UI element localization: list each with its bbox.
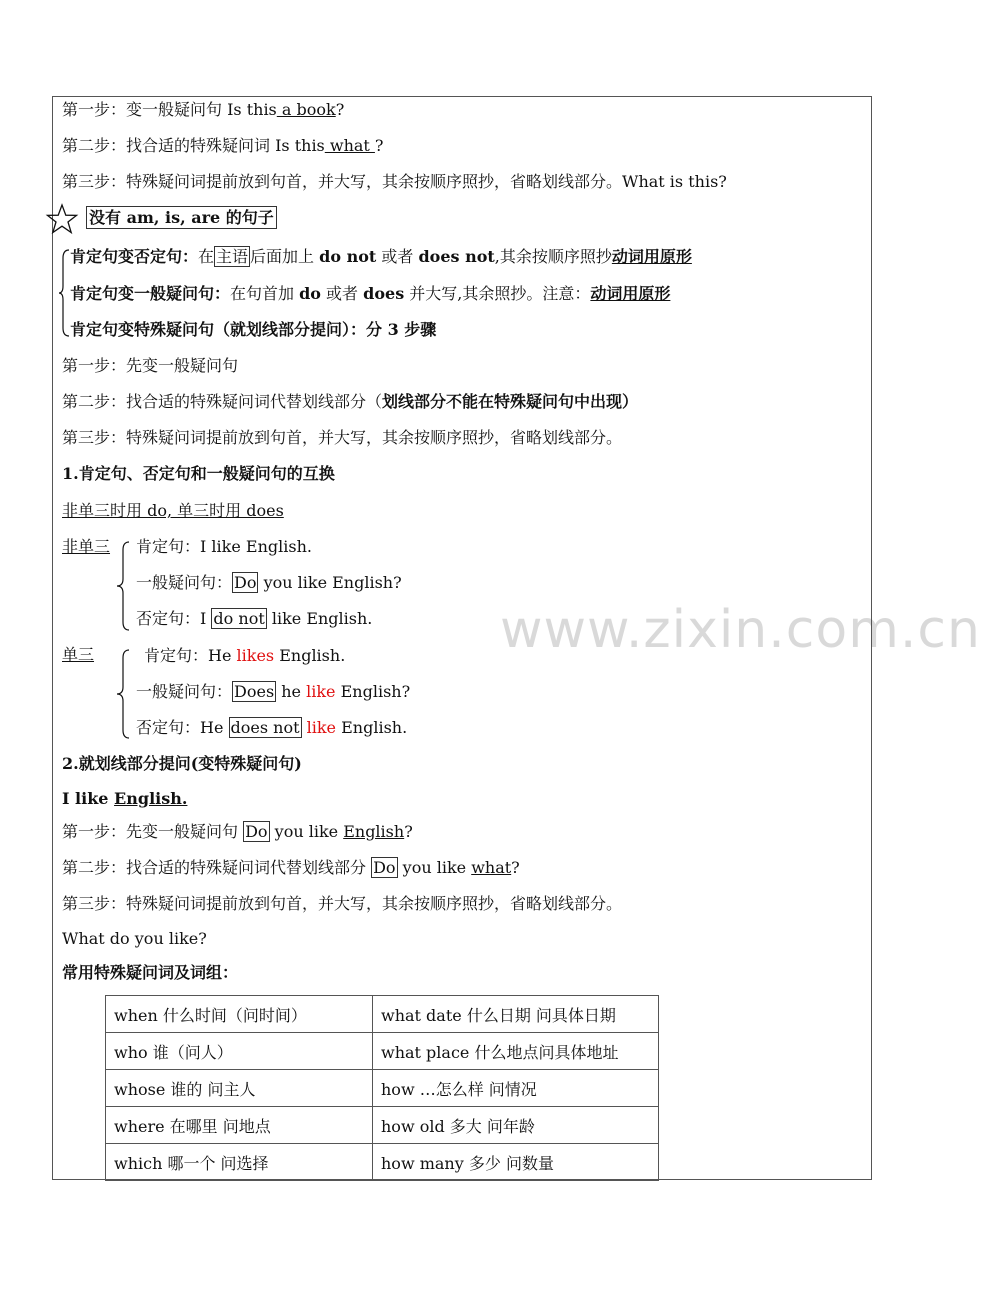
star-icon [46, 203, 78, 235]
table-cell: how …怎么样 问情况 [373, 1070, 659, 1107]
left-brace-icon [116, 648, 130, 740]
special-step-2: 第二步：找合适的特殊疑问词代替划线部分（划线部分不能在特殊疑问句中出现） [62, 392, 639, 411]
table-cell: what place 什么地点问具体地址 [373, 1033, 659, 1070]
table-cell: how many 多少 问数量 [373, 1144, 659, 1181]
table-row [106, 1144, 659, 1181]
rule-special: 肯定句变特殊疑问句（就划线部分提问）：分 3 步骤 [70, 320, 437, 339]
s3-label: 单三 [62, 645, 95, 664]
no-be-title: 没有 am, is, are 的句子 [86, 203, 277, 233]
table-cell: where 在哪里 问地点 [106, 1107, 373, 1144]
section-2-step-1: 第一步：先变一般疑问句 Do you like English? [62, 822, 413, 841]
table-row [106, 996, 659, 1033]
table-cell: how old 多大 问年龄 [373, 1107, 659, 1144]
table-cell: when 什么时间（问时间） [106, 996, 373, 1033]
table-row [106, 1033, 659, 1070]
s3-negative: 否定句：He does not like English. [136, 718, 408, 737]
table-cell: whose 谁的 问主人 [106, 1070, 373, 1107]
table-row [106, 1070, 659, 1107]
section-1-heading: 1.肯定句、否定句和一般疑问句的互换 [62, 464, 335, 483]
rule-question: 肯定句变一般疑问句：在句首加 do 或者 does 并大写,其余照抄。注意：动词用原形 [70, 284, 671, 303]
section-2-answer: What do you like? [62, 929, 207, 948]
watermark: www.zixin.com.cn [500, 600, 981, 660]
table-cell: which 哪一个 问选择 [106, 1144, 373, 1181]
rule-negative: 肯定句变否定句：在 主语 后面加上 do not 或者 does not,其余按顺序照抄动词用原形 [70, 247, 692, 266]
table-cell: what date 什么日期 问具体日期 [373, 996, 659, 1033]
special-step-1: 第一步：先变一般疑问句 [62, 356, 239, 375]
table-cell: who 谁（问人） [106, 1033, 373, 1070]
top-step-3: 第三步：特殊疑问词提前放到句首，并大写，其余按顺序照抄，省略划线部分。What is this? [62, 172, 727, 191]
section-2-example: I like English. [62, 789, 188, 808]
left-brace-icon [116, 540, 130, 632]
non3-affirmative: 肯定句：I like English. [136, 537, 312, 556]
section-2-heading: 2.就划线部分提问(变特殊疑问句) [62, 754, 302, 773]
s3-question: 一般疑问句： Does he like English? [136, 682, 411, 701]
left-brace-icon [58, 248, 70, 338]
top-step-2: 第二步：找合适的特殊疑问词 Is this what ? [62, 136, 384, 155]
special-step-3: 第三步：特殊疑问词提前放到句首，并大写，其余按顺序照抄，省略划线部分。 [62, 428, 623, 447]
table-row [106, 1107, 659, 1144]
s3-affirmative: 肯定句：He likes English. [144, 646, 346, 665]
top-step-1: 第一步：变一般疑问句 Is this a book? [62, 100, 345, 119]
non3-question: 一般疑问句： Do you like English? [136, 573, 402, 592]
table-heading: 常用特殊疑问词及词组： [62, 963, 239, 982]
non3-negative: 否定句：I do not like English. [136, 609, 373, 628]
section-2-step-3: 第三步：特殊疑问词提前放到句首，并大写，其余按顺序照抄，省略划线部分。 [62, 894, 623, 913]
section-2-step-2: 第二步：找合适的特殊疑问词代替划线部分 Do you like what? [62, 858, 520, 877]
non3-label: 非单三 [62, 537, 111, 556]
question-word-table [105, 995, 659, 1181]
section-1-rule: 非单三时用 do, 单三时用 does [62, 501, 284, 520]
